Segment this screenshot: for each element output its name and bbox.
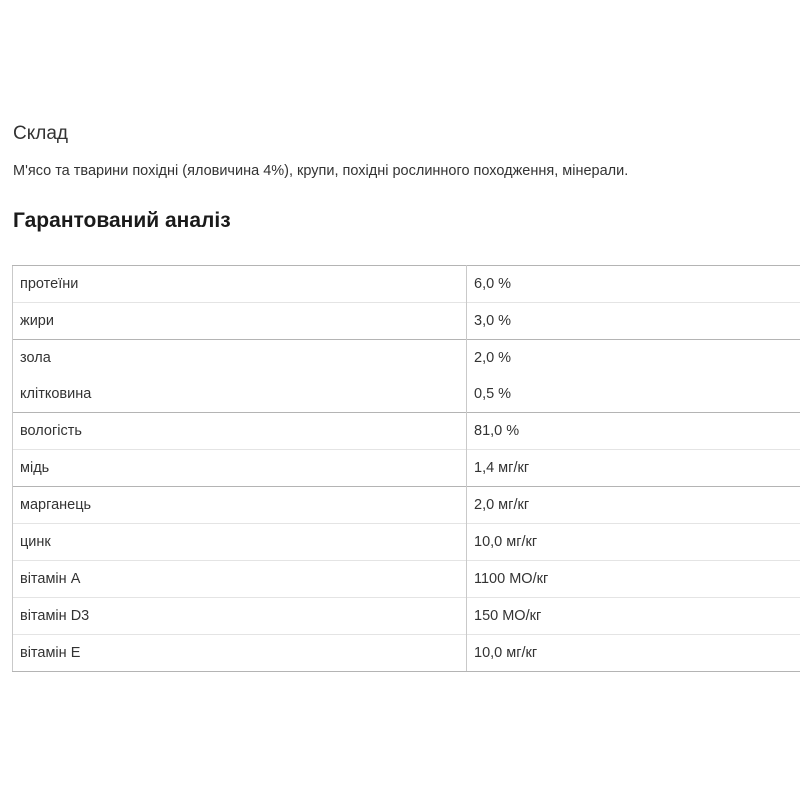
nutrient-value: 81,0 %	[467, 413, 800, 450]
nutrient-name: протеїни	[13, 266, 467, 303]
nutrient-value: 3,0 %	[467, 303, 800, 340]
table-row	[13, 340, 800, 377]
table-row	[13, 598, 800, 635]
nutrient-value: 10,0 мг/кг	[467, 635, 800, 672]
table-row	[13, 266, 800, 303]
nutrient-value: 0,5 %	[467, 376, 800, 413]
table-row	[13, 635, 800, 672]
nutrient-value: 2,0 %	[467, 340, 800, 377]
table-row	[13, 450, 800, 487]
nutrient-value: 2,0 мг/кг	[467, 487, 800, 524]
nutrient-value: 1100 МО/кг	[467, 561, 800, 598]
nutrient-name: мідь	[13, 450, 467, 487]
nutrient-name: вітамін Е	[13, 635, 467, 672]
table-row	[13, 561, 800, 598]
nutrient-name: цинк	[13, 524, 467, 561]
nutrient-value: 10,0 мг/кг	[467, 524, 800, 561]
analysis-heading: Гарантований аналіз	[13, 209, 231, 232]
table-row	[13, 303, 800, 340]
table-row	[13, 487, 800, 524]
nutrient-name: вітамін А	[13, 561, 467, 598]
table-row	[13, 413, 800, 450]
composition-text: М'ясо та тварини похідні (яловичина 4%), крупи, похідні рослинного походження, мінерали.	[13, 163, 629, 179]
nutrient-name: клітковина	[13, 376, 467, 413]
table-row	[13, 376, 800, 413]
nutrient-name: жири	[13, 303, 467, 340]
nutrient-name: вологість	[13, 413, 467, 450]
nutrient-value: 150 МО/кг	[467, 598, 800, 635]
composition-heading: Склад	[13, 123, 68, 144]
nutrient-value: 6,0 %	[467, 266, 800, 303]
nutrient-name: марганець	[13, 487, 467, 524]
analysis-table	[12, 265, 800, 672]
nutrient-value: 1,4 мг/кг	[467, 450, 800, 487]
table-row	[13, 524, 800, 561]
nutrient-name: вітамін D3	[13, 598, 467, 635]
nutrient-name: зола	[13, 340, 467, 377]
